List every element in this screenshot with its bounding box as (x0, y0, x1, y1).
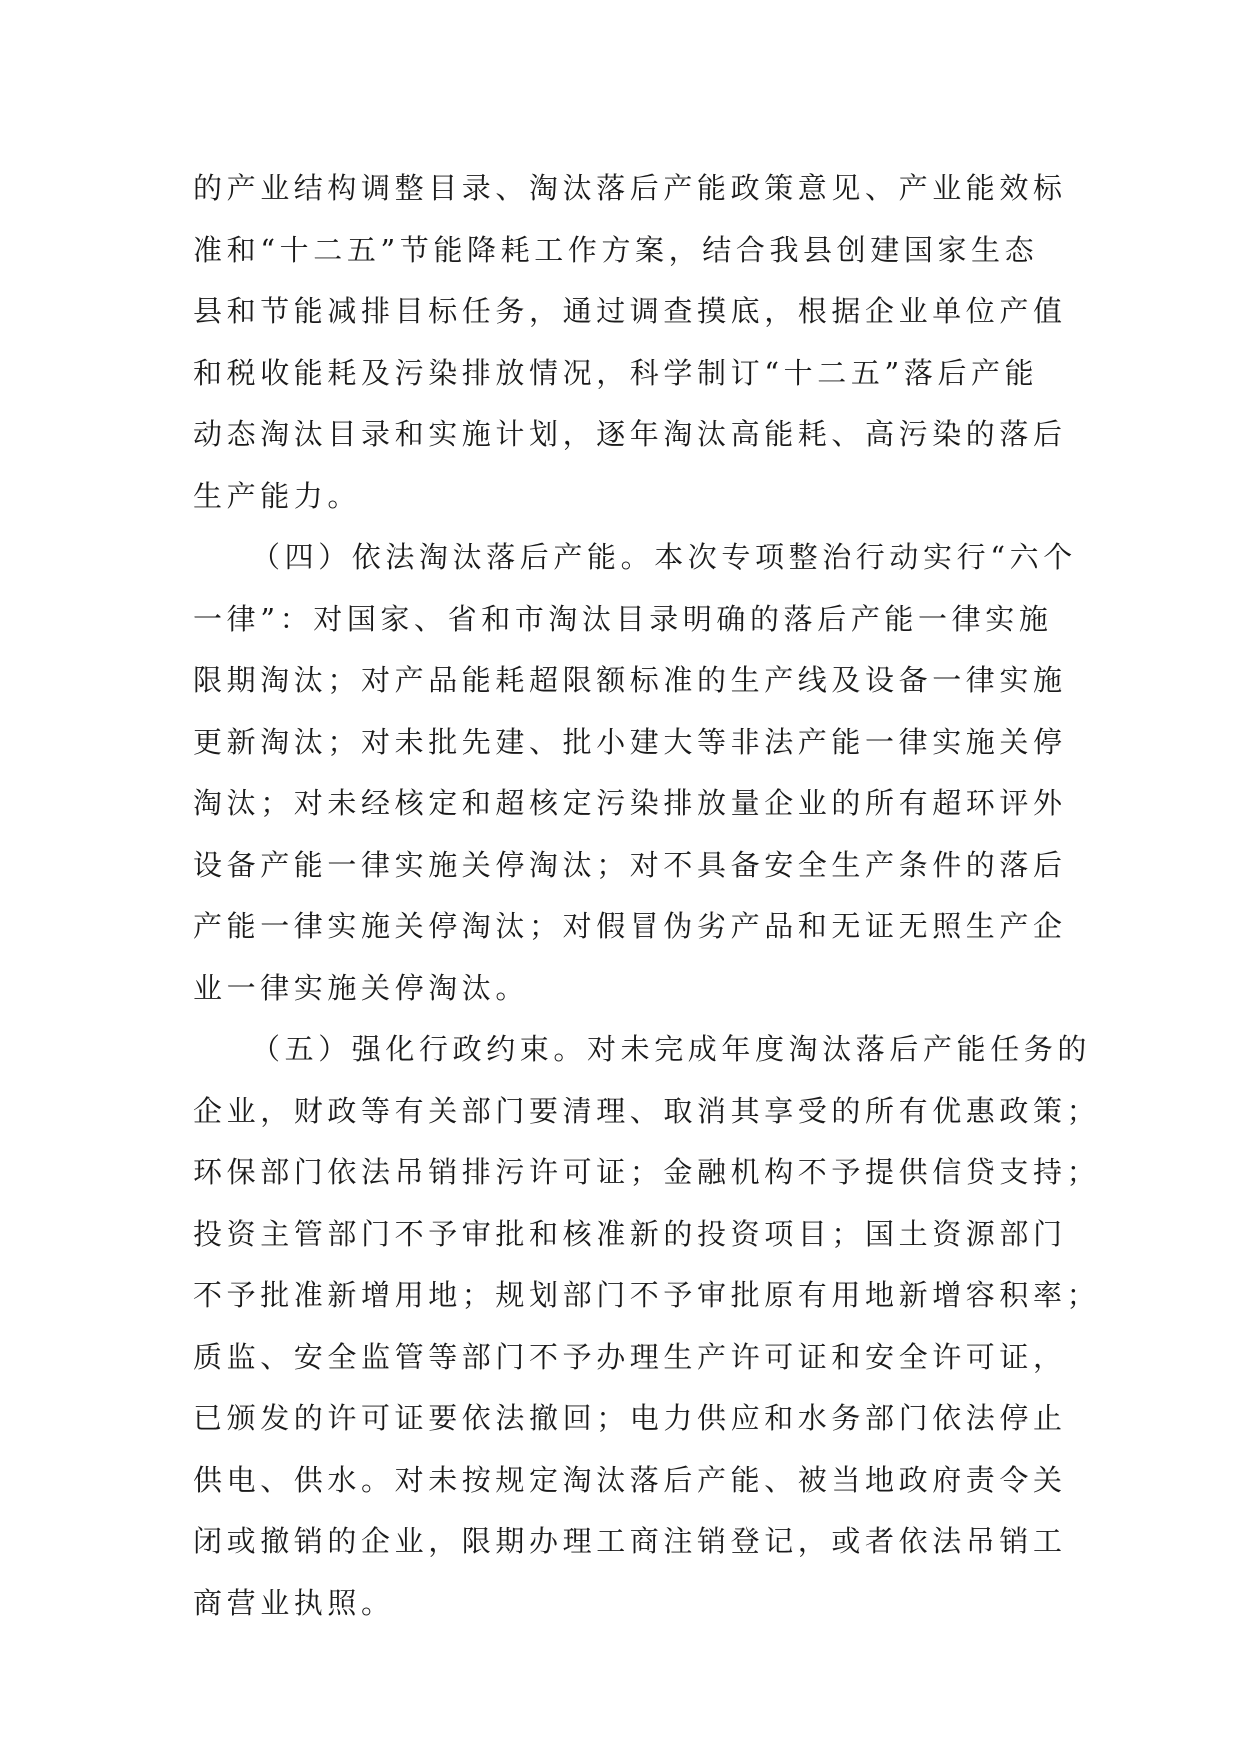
text-line: 限期淘汰；对产品能耗超限额标准的生产线及设备一律实施 (193, 663, 1067, 697)
text-line: 产能一律实施关停淘汰；对假冒伪劣产品和无证无照生产企 (193, 909, 1067, 943)
text-line: 不予批准新增用地；规划部门不予审批原有用地新增容积率； (193, 1278, 1101, 1312)
text-line: 一律”：对国家、省和市淘汰目录明确的落后产能一律实施 (193, 601, 1053, 636)
text-line: 动态淘汰目录和实施计划，逐年淘汰高能耗、高污染的落后 (193, 417, 1067, 451)
text-line: 更新淘汰；对未批先建、批小建大等非法产能一律实施关停 (193, 724, 1067, 759)
text-line: 企业，财政等有关部门要清理、取消其享受的所有优惠政策； (193, 1093, 1101, 1128)
document-body (193, 158, 1101, 1634)
text-line: 和税收能耗及污染排放情况，科学制订“十二五”落后产能 (193, 355, 1039, 390)
paragraph-section-five (193, 1019, 1101, 1634)
text-line: 投资主管部门不予审批和核准新的投资项目；国土资源部门 (193, 1216, 1067, 1251)
text-line: 闭或撤销的企业，限期办理工商注销登记，或者依法吊销工 (193, 1524, 1067, 1558)
text-line: （四）依法淘汰落后产能。本次专项整治行动实行“六个 (251, 540, 1077, 574)
text-line: 质监、安全监管等部门不予办理生产许可证和安全许可证， (193, 1339, 1067, 1374)
text-line: 生产能力。 (193, 478, 362, 513)
paragraph-continuation (193, 158, 1067, 527)
text-line: （五）强化行政约束。对未完成年度淘汰落后产能任务的 (251, 1032, 1092, 1066)
text-line: 淘汰；对未经核定和超核定污染排放量企业的所有超环评外 (193, 786, 1067, 820)
text-line: 已颁发的许可证要依法撤回；电力供应和水务部门依法停止 (193, 1401, 1067, 1435)
text-line: 环保部门依法吊销排污许可证；金融机构不予提供信贷支持； (193, 1155, 1101, 1189)
text-line: 商营业执照。 (193, 1585, 395, 1620)
text-line: 业一律实施关停淘汰。 (193, 970, 530, 1005)
text-line: 供电、供水。对未按规定淘汰落后产能、被当地政府责令关 (193, 1462, 1067, 1497)
text-line: 设备产能一律实施关停淘汰；对不具备安全生产条件的落后 (193, 847, 1067, 882)
paragraph-section-four (193, 527, 1077, 1019)
text-line: 的产业结构调整目录、淘汰落后产能政策意见、产业能效标 (193, 171, 1067, 205)
text-line: 县和节能减排目标任务，通过调查摸底，根据企业单位产值 (193, 294, 1067, 328)
text-line: 准和“十二五”节能降耗工作方案，结合我县创建国家生态 (193, 232, 1039, 267)
